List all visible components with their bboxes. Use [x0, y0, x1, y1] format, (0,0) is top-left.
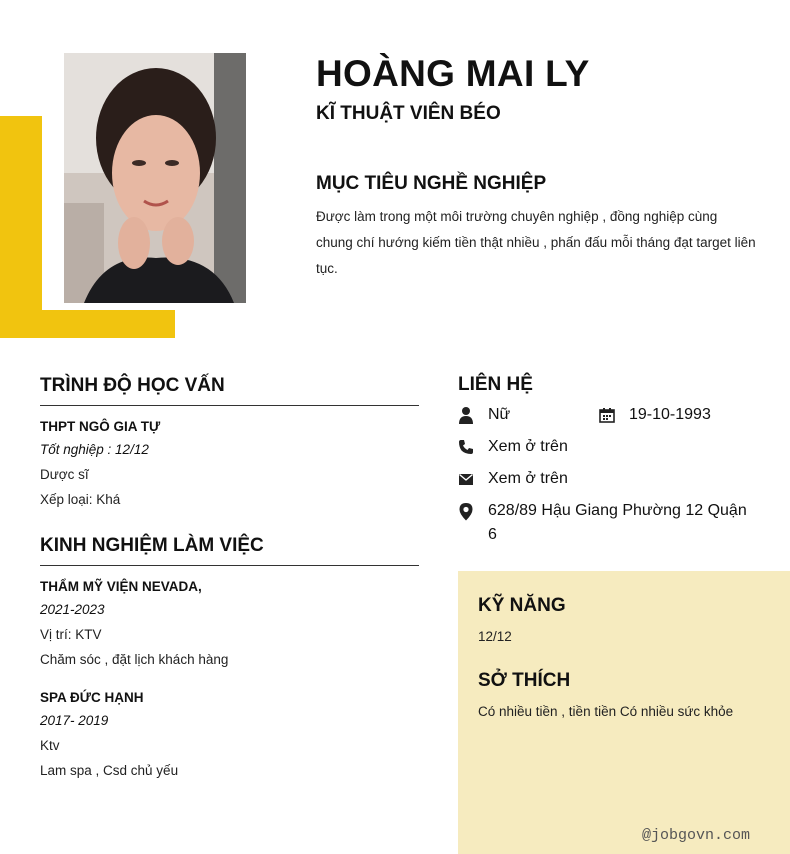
phone-value: Xem ở trên: [488, 438, 568, 455]
location-pin-icon: [458, 499, 488, 523]
accent-bar-horizontal: [0, 310, 175, 338]
hobbies-text: Có nhiều tiền , tiền tiền Có nhiều sức khỏe: [478, 704, 734, 719]
education-section: [40, 375, 419, 509]
person-icon: [458, 403, 488, 427]
skills-text: 12/12: [478, 629, 512, 644]
work-period: 2021-2023: [40, 602, 105, 617]
contact-gender: [458, 403, 510, 427]
contact-section: [458, 374, 758, 543]
school-name: THPT NGÔ GIA TỰ: [40, 419, 161, 434]
graduation-date: Tốt nghiệp : 12/12: [40, 442, 149, 457]
experience-entry: [40, 578, 419, 669]
contact-phone: [458, 435, 568, 459]
skills-title: KỸ NĂNG: [478, 595, 566, 616]
work-period: 2017- 2019: [40, 713, 109, 728]
experience-title: KINH NGHIỆM LÀM VIỆC: [40, 535, 419, 566]
company-name: SPA ĐỨC HẠNH: [40, 690, 144, 705]
experience-section: [40, 535, 419, 780]
hobbies-title: SỞ THÍCH: [478, 670, 571, 691]
experience-entry: [40, 689, 419, 780]
candidate-name: HOÀNG MAI LY: [316, 53, 590, 94]
mail-icon: [458, 467, 488, 491]
position: Vị trí: KTV: [40, 627, 102, 642]
job-title: KĨ THUẬT VIÊN BÉO: [316, 103, 501, 124]
major: Dược sĩ: [40, 467, 89, 482]
contact-birthdate: [599, 403, 711, 427]
accent-bar-vertical: [0, 116, 42, 338]
calendar-icon: [599, 403, 629, 427]
gender-value: Nữ: [488, 406, 511, 423]
skills-hobbies-panel: [458, 571, 790, 854]
position: Ktv: [40, 738, 60, 753]
objective-text: Được làm trong một môi trường chuyên nghiệp , đồng nghiệp cùng chung chí hướng kiếm tiền thật nhiều , phấn đấu mỗi tháng đạt target liên tục.: [316, 209, 756, 276]
phone-icon: [458, 435, 488, 459]
company-name: THẨM MỸ VIỆN NEVADA,: [40, 579, 202, 594]
job-description: Chăm sóc , đặt lịch khách hàng: [40, 652, 229, 667]
watermark: @jobgovn.com: [641, 827, 750, 844]
contact-title: LIÊN HỆ: [458, 374, 533, 395]
birthdate-value: 19-10-1993: [629, 406, 711, 423]
job-description: Lam spa , Csd chủ yếu: [40, 763, 179, 778]
objective-section: [316, 173, 756, 282]
email-value: Xem ở trên: [488, 470, 568, 487]
grade: Xếp loại: Khá: [40, 492, 121, 507]
address-value: 628/89 Hậu Giang Phường 12 Quận 6: [488, 502, 747, 543]
contact-address: [458, 499, 748, 547]
education-entry: [40, 418, 419, 509]
contact-email: [458, 467, 568, 491]
profile-photo: [64, 53, 246, 303]
education-title: TRÌNH ĐỘ HỌC VẤN: [40, 375, 419, 406]
objective-title: MỤC TIÊU NGHỀ NGHIỆP: [316, 173, 547, 194]
